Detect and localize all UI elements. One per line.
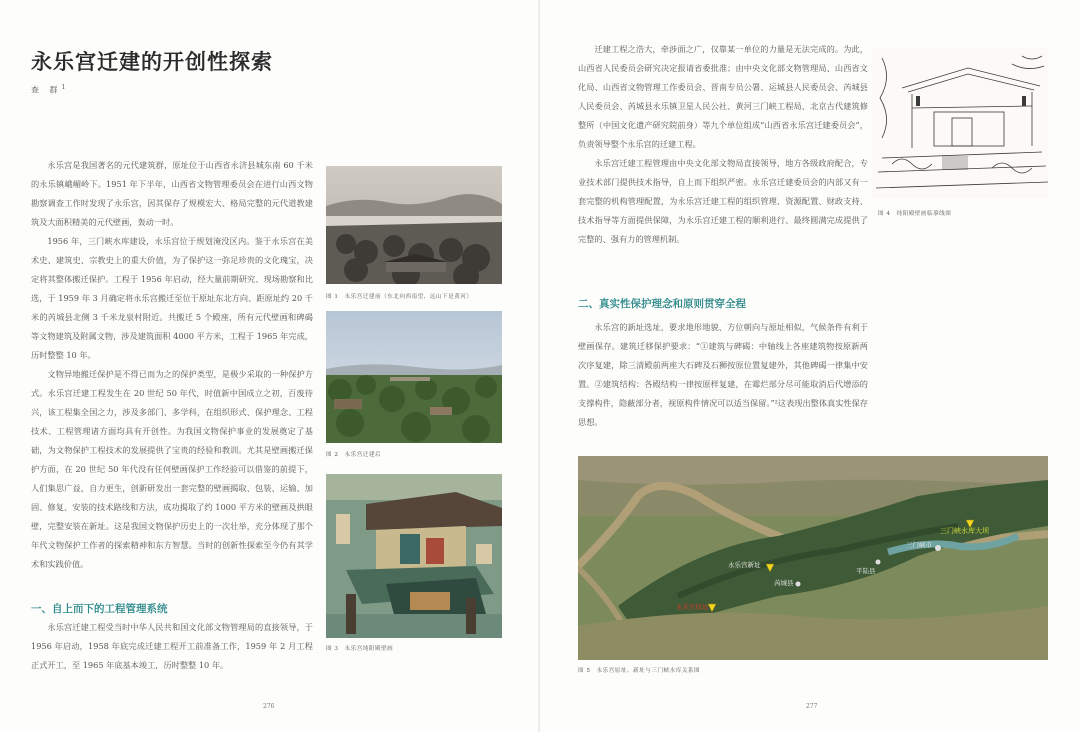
paragraph: 迁建工程之浩大，牵涉面之广，仅靠某一单位的力量是无法完成的。为此，山西省人民委员会研究决定报请省委批准；由中央文化部文物管理局、山西省文化局、山西省文物管理工作委员会、晋南专员公署、运城县人民委员会、芮城县人民委员会、芮城县永乐镇卫星人民公社、黄河三门峡工程局、北京古代建筑修整所（中国文化遗产研究院前身）等九个单位组成“山西省永乐宫迁建委员会”，负责领导整个永乐宫的迁建工程。 (578, 44, 868, 149)
figure-3-caption: 图 3 永乐宫纯阳殿壁画 (326, 646, 394, 652)
paragraph: 文物异地搬迁保护是不得已而为之的保护类型，是极少采取的一种保护方式。永乐宫迁建工程发生在 20 世纪 50 年代，时值新中国成立之初，百废待兴，该工程集全国之力，涉及多部门、多学科，在组织形式、保护理念、工程技术、工程管理诸方面均具有开创性。为我国文物保护事业的发展奠定了基础，为文物保护工程技术的发展提供了宝贵的经验和教训。尤其是壁画搬迁保护方面，在 20 世纪 50 年代没有任何壁画保护工作经验可以借鉴的前提下，人们集思广益，自力更生，创新研发出一套完整的壁画揭取、包装、运输、加固、修复、安装的技术路线和方法，成功揭取了约 1000 平方米的壁画及拱眼壁，完整安装在新址。这是我国文物保护历史上的一次壮举，充分体现了那个年代文物保护工作者的探索精神和东方智慧。当时的创新性探索至今仍有其学术和实践价值。 (31, 369, 313, 569)
section-heading-2: 二、真实性保护理念和原则贯穿全程 (578, 298, 746, 310)
paragraph: 永乐宫迁建工程管理由中央文化部文物局直接领导，地方各级政府配合，专业技术部门提供技术指导，自上而下组织严密。永乐宫迁建委员会的内部又有一套完整的机构管理配置，为永乐宫迁建工程的组织管理、资源配置、财政支持、技术指导等方面提供保障，为永乐宫迁建工程的顺利进行、最终圆满完成提供了完整的、强有力的管理机制。 (578, 158, 868, 244)
left-body-text (31, 156, 313, 574)
author-name: 查 群 (31, 85, 62, 95)
section-heading-1: 一、自上而下的工程管理系统 (31, 603, 168, 615)
paragraph: 1956 年，三门峡水库建设，永乐宫位于规划淹没区内。鉴于永乐宫在美术史、建筑史、宗教史上的重大价值，为了保护这一弥足珍贵的文化瑰宝，决定将其整体搬迁保护。工程于 1956 年启动，经大量前期研究、现场勘察和比选，于 1959 年 3 月确定将永乐宫搬迁至位于原址东北方向、距原址约 20 千米的芮城县北侧 3 千米龙泉村附近。共搬迁 5 个殿座，所有元代壁画和碑碣等文物建筑及附属文物，涉及建筑面积 4000 平方米，工程于 1965 年完成，历时整整 10 年。 (31, 236, 313, 360)
section2-body (578, 318, 868, 432)
page-number-right: 277 (806, 703, 818, 710)
map-label-ruicheng: 芮城县 (774, 580, 794, 587)
map-label-new-site: 永乐宫新址 (728, 562, 761, 569)
figure-3-image (326, 474, 502, 638)
paragraph: 永乐宫是我国著名的元代建筑群，原址位于山西省永济县城东南 60 千米的永乐镇峨嵋岭下。1951 年下半年，山西省文物管理委员会在进行山西文物勘察调查工作时发现了永乐宫，因其保存了规模宏大、格局完整的元代道教建筑及大面积精美的元代壁画，轰动一时。 (31, 160, 313, 227)
figure-4-caption: 图 4 纯阳殿壁画临摹线图 (878, 211, 952, 217)
figure-1-caption: 图 1 永乐宫迁建前（东北向西南望，远山下是黄河） (326, 294, 473, 300)
page-number-left: 276 (263, 703, 275, 710)
author-line (31, 84, 65, 96)
figure-4-image (872, 48, 1048, 198)
paragraph: 永乐宫迁建工程受当时中华人民共和国文化部文物管理局的直接领导，于 1956 年启动，1958 年底完成迁建工程开工前准备工作，1959 年 2 月工程正式开工，至 1965 年底基本竣工，历时整整 10 年。 (31, 622, 313, 670)
map-label-dam: 三门峡水库大坝 (940, 528, 989, 535)
figure-3-photo (326, 474, 502, 638)
section1-body (31, 618, 313, 675)
right-body-text (578, 40, 868, 249)
figure-5-image (578, 456, 1048, 660)
right-page (540, 0, 1080, 732)
figure-5-map (578, 456, 1048, 660)
figure-1-image (326, 166, 502, 284)
figure-5-caption: 图 5 永乐宫原址、新址与三门峡水库关系图 (578, 668, 701, 674)
figure-1-photo (326, 166, 502, 284)
figure-4-drawing (872, 48, 1048, 198)
figure-2-photo (326, 311, 502, 443)
map-label-pinglu: 平陆县 (856, 568, 876, 575)
author-footnote-mark: 1 (61, 84, 66, 91)
article-title: 永乐宫迁建的开创性探索 (31, 49, 273, 74)
map-label-old-site: 永乐宫原址 (676, 604, 709, 611)
figure-2-caption: 图 2 永乐宫迁建后 (326, 452, 382, 458)
map-label-sanmenxia: 三门峡市 (906, 542, 932, 549)
paragraph: 永乐宫的新址选址，要求地形地貌、方位朝向与原址相似，气候条件有利于壁画保存。建筑迁移保护要求：“①建筑与碑碣：中轴线上各座建筑物按原新两次序复建，除三清殿前两座大石碑及石狮按原位置复建外，其他碑碣一律集中安置。②建筑结构：各殿结构一律按原样复建，在霉烂部分尽可能取消后代增添的支撑构件，隐蔽部分者，视原构件情况可以适当保留。”²这表现出整体真实性保存思想。 (578, 322, 868, 427)
figure-2-image (326, 311, 502, 443)
